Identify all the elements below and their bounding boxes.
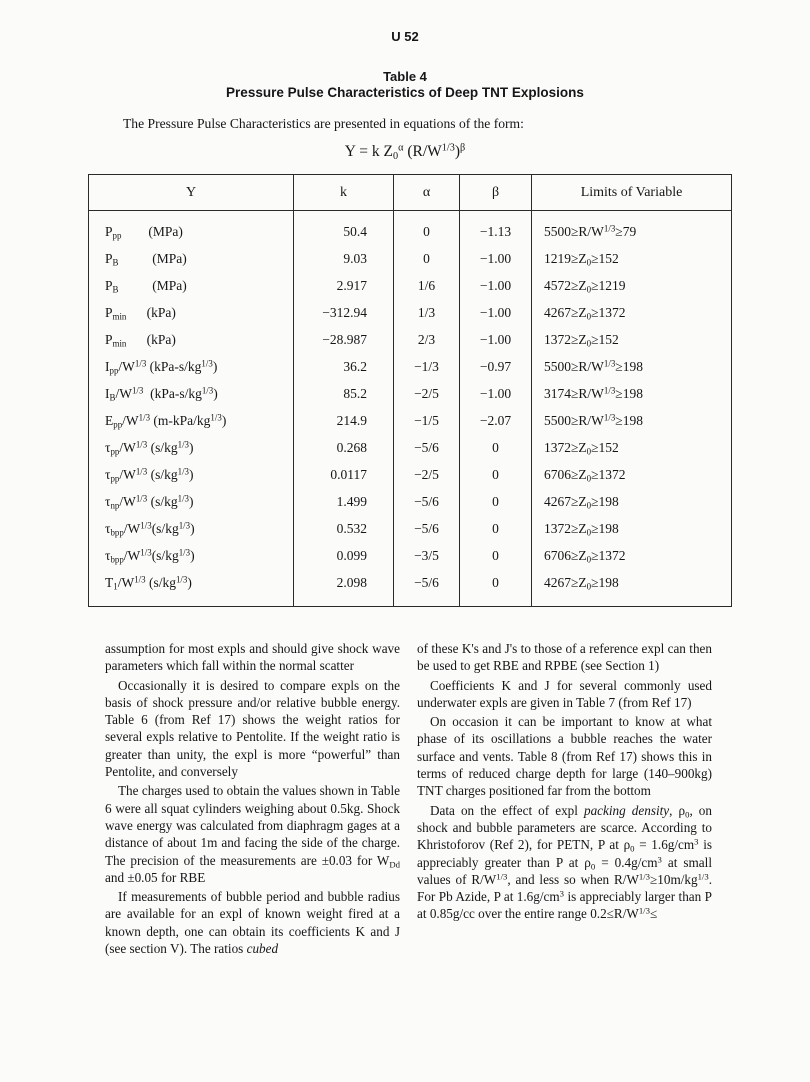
cell-alpha: −5/6 [394, 570, 460, 607]
paragraph: assumption for most expls and should give shock wave parameters which fall within the normal scatter [105, 641, 400, 674]
cell-parameter: $P_{min}$ (kPa) [105, 332, 176, 349]
cell-parameter: $P_{pp}$ (MPa) [105, 223, 183, 241]
paragraph: Occasionally it is desired to compare expls on the basis of shock pressure and/or relative bubble energy. Table 6 (from Ref 17) shows the weight ratios for several expls relative to Pentolite. If the weight ratio is greater than unity, the expl is more “powerful” than Pentolite, and conversely [105, 677, 400, 780]
cell-k: 2.917 [294, 273, 394, 300]
cell-limits: $5500\ge R/W^{1/3}\ge 79$ [532, 211, 732, 246]
text-column-left [105, 640, 400, 957]
cell-k: 0.532 [294, 516, 394, 543]
cell-parameter: $P_{min}$ (kPa) [105, 305, 176, 322]
cell-beta: −1.00 [460, 273, 532, 300]
table-row [89, 300, 732, 327]
cell-alpha: −5/6 [394, 516, 460, 543]
cell-limits: $6706\ge Z_0\ge 1372$ [532, 462, 732, 489]
cell-alpha: 1/3 [394, 300, 460, 327]
equation: Y = k $Z_0^\alpha$ $(R/W^{1/3})^\beta$ [344, 142, 466, 162]
cell-limits: $1372\ge Z_0\ge 152$ [532, 327, 732, 354]
cell-beta: −1.00 [460, 246, 532, 273]
table-row [89, 273, 732, 300]
paragraph: The charges used to obtain the values shown in Table 6 were all squat cylinders weighing about 0.5kg. Shock wave energy was calculated from diaphragm gages at a distance of about 1m and facing the side of the charge. The precision of the measurements are ±0.03 for $W_{Dd}$ and ±0.05 for RBE [105, 783, 400, 885]
cell-alpha: 0 [394, 211, 460, 246]
cell-k: 85.2 [294, 381, 394, 408]
cell-limits: $3174\ge R/W^{1/3}\ge 198$ [532, 381, 732, 408]
cell-parameter: $\tau_{pp}/W^{1/3}$ $(s/kg^{1/3})$ [105, 466, 194, 484]
cell-parameter: $\tau_{bpp}/W^{1/3}(s/kg^{1/3})$ [105, 520, 195, 538]
cell-alpha: −1/3 [394, 354, 460, 381]
text-column-right [417, 640, 712, 957]
cell-alpha: −2/5 [394, 381, 460, 408]
table-row [89, 354, 732, 381]
table-row [89, 408, 732, 435]
cell-limits: $6706\ge Z_0\ge 1372$ [532, 543, 732, 570]
table-row [89, 462, 732, 489]
column-header: β [460, 175, 532, 211]
cell-limits: $1372\ge Z_0\ge 152$ [532, 435, 732, 462]
cell-limits: $4572\ge Z_0\ge 1219$ [532, 273, 732, 300]
column-header: k [294, 175, 394, 211]
table-caption: Table 4 [383, 69, 427, 84]
table-title: Pressure Pulse Characteristics of Deep TNT Explosions [226, 85, 584, 100]
cell-alpha: 0 [394, 246, 460, 273]
paragraph: Data on the effect of expl packing density, $\rho_0$, on shock and bubble parameters are scarce. According to Khristoforov (Ref 2), for PETN, P at $\rho_0 = 1.6g/cm^3$ is appreciably greater than P at $\rho_0 = 0.4g/cm^3$ at small values of $R/W^{1/3}$, and less so when $R/W^{1/3}\ge 10m/kg^{1/3}$. For Pb Azide, P at $1.6g/cm^3$ is appreciably larger than P at 0.85g/cc over the entire range $0.2\le R/W^{1/3}\le$ [417, 802, 712, 922]
cell-parameter: $P_B$ (MPa) [105, 251, 187, 268]
cell-k: 214.9 [294, 408, 394, 435]
cell-parameter: $I_{pp}/W^{1/3}$ $(kPa-s/kg^{1/3})$ [105, 358, 218, 376]
cell-beta: −1.00 [460, 327, 532, 354]
table-row [89, 435, 732, 462]
cell-alpha: −5/6 [394, 435, 460, 462]
cell-k: 1.499 [294, 489, 394, 516]
cell-beta: 0 [460, 516, 532, 543]
cell-parameter: $T_1/W^{1/3}$ $(s/kg^{1/3})$ [105, 574, 192, 592]
cell-k: 2.098 [294, 570, 394, 607]
paragraph: On occasion it can be important to know at what phase of its oscillations a bubble reaches the water surface and vents. Table 8 (from Ref 17) shows this in terms of reduced charge depth for large (140–900kg) TNT charges positioned far from the bottom [417, 714, 712, 799]
cell-k: 9.03 [294, 246, 394, 273]
table-row [89, 211, 732, 246]
table-body [89, 211, 732, 607]
cell-alpha: −1/5 [394, 408, 460, 435]
cell-k: 36.2 [294, 354, 394, 381]
cell-limits: $5500\ge R/W^{1/3}\ge 198$ [532, 354, 732, 381]
body-text [105, 640, 810, 957]
cell-limits: $5500\ge R/W^{1/3}\ge 198$ [532, 408, 732, 435]
cell-alpha: −2/5 [394, 462, 460, 489]
cell-beta: 0 [460, 462, 532, 489]
cell-limits: $4267\ge Z_0\ge 198$ [532, 570, 732, 607]
cell-beta: 0 [460, 570, 532, 607]
cell-k: 0.268 [294, 435, 394, 462]
cell-k: 0.0117 [294, 462, 394, 489]
cell-k: 50.4 [294, 211, 394, 246]
cell-beta: −0.97 [460, 354, 532, 381]
cell-beta: −1.13 [460, 211, 532, 246]
cell-beta: −1.00 [460, 300, 532, 327]
cell-alpha: 2/3 [394, 327, 460, 354]
column-header: α [394, 175, 460, 211]
table-row [89, 516, 732, 543]
cell-parameter: $I_B/W^{1/3}$ $(kPa-s/kg^{1/3})$ [105, 385, 218, 403]
cell-alpha: −3/5 [394, 543, 460, 570]
cell-beta: −2.07 [460, 408, 532, 435]
table-row [89, 489, 732, 516]
cell-beta: 0 [460, 435, 532, 462]
cell-parameter: $P_B$ (MPa) [105, 278, 187, 295]
column-header: Limits of Variable [532, 175, 732, 211]
table-header-row [89, 175, 732, 211]
cell-k: −312.94 [294, 300, 394, 327]
table-row [89, 381, 732, 408]
cell-parameter: $\tau_{pp}/W^{1/3}$ $(s/kg^{1/3})$ [105, 439, 194, 457]
table-row [89, 327, 732, 354]
cell-limits: $4267\ge Z_0\ge 198$ [532, 489, 732, 516]
table-intro-text: The Pressure Pulse Characteristics are presented in equations of the form: [123, 116, 524, 131]
cell-beta: 0 [460, 543, 532, 570]
cell-alpha: 1/6 [394, 273, 460, 300]
cell-parameter: $\tau_{np}/W^{1/3}$ $(s/kg^{1/3})$ [105, 493, 194, 511]
column-header: Y [89, 175, 294, 211]
cell-parameter: $\tau_{bpp}/W^{1/3}(s/kg^{1/3})$ [105, 547, 195, 565]
paragraph: Coefficients K and J for several commonly used underwater expls are given in Table 7 (from Ref 17) [417, 677, 712, 710]
cell-limits: $1219\ge Z_0\ge 152$ [532, 246, 732, 273]
cell-alpha: −5/6 [394, 489, 460, 516]
cell-beta: −1.00 [460, 381, 532, 408]
table-row [89, 543, 732, 570]
cell-beta: 0 [460, 489, 532, 516]
cell-parameter: $E_{pp}/W^{1/3}$ $(m-kPa/kg^{1/3})$ [105, 412, 227, 430]
table-row [89, 246, 732, 273]
table-row [89, 570, 732, 607]
data-table [88, 174, 732, 607]
cell-k: 0.099 [294, 543, 394, 570]
cell-k: −28.987 [294, 327, 394, 354]
page-number: U 52 [391, 29, 419, 44]
cell-limits: $1372\ge Z_0\ge 198$ [532, 516, 732, 543]
paragraph: of these K's and J's to those of a reference expl can then be used to get RBE and RPBE (see Section 1) [417, 641, 712, 674]
cell-limits: $4267\ge Z_0\ge 1372$ [532, 300, 732, 327]
paragraph: If measurements of bubble period and bubble radius are available for an expl of known weight fired at a known depth, one can obtain its coefficients K and J (see section V). The ratios cubed [105, 889, 400, 957]
